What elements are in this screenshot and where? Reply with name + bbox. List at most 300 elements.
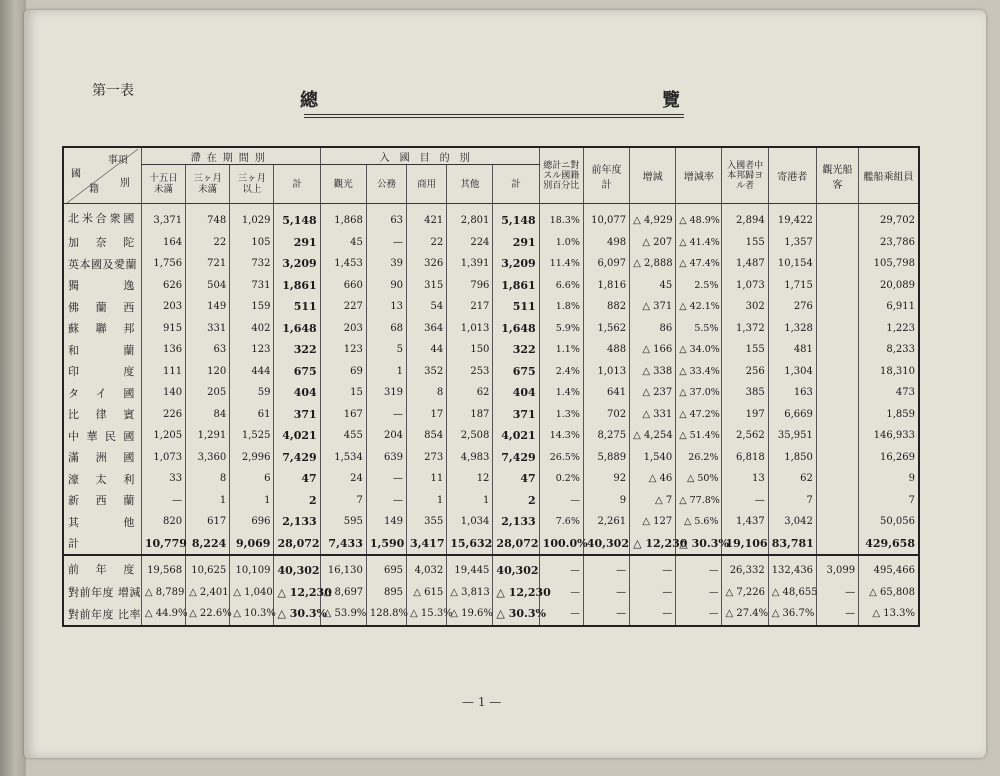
table-cell: 1,453 xyxy=(320,253,366,275)
table-cell: — xyxy=(583,603,629,626)
table-cell: 796 xyxy=(447,275,493,297)
table-cell: 1,756 xyxy=(141,253,185,275)
table-cell: 45 xyxy=(630,275,676,297)
table-cell: 164 xyxy=(141,232,185,254)
row-label: 新西蘭 xyxy=(63,490,141,512)
table-cell: 1,013 xyxy=(447,318,493,340)
table-cell: 63 xyxy=(366,204,406,232)
table-cell: △ 5.6% xyxy=(676,511,722,533)
header-entry-purpose: 入國目的別 xyxy=(320,147,539,165)
row-label: 中華民國 xyxy=(63,425,141,447)
table-cell: 364 xyxy=(407,318,447,340)
table-cell: 1,861 xyxy=(274,275,320,297)
header-under-15-days: 十五日未滿 xyxy=(141,165,185,204)
table-cell: △ 13.3% xyxy=(859,603,919,626)
table-cell: 2,508 xyxy=(447,425,493,447)
table-cell: 92 xyxy=(583,468,629,490)
table-cell: △ 22.6% xyxy=(186,603,230,626)
table-cell: — xyxy=(583,555,629,582)
table-cell: 54 xyxy=(407,296,447,318)
table-cell: 15 xyxy=(320,382,366,404)
table-cell: 731 xyxy=(230,275,274,297)
table-cell: 5,148 xyxy=(493,204,539,232)
table-cell: 355 xyxy=(407,511,447,533)
table-cell: 8 xyxy=(186,468,230,490)
table-cell: 9,069 xyxy=(230,533,274,556)
table-cell: 2 xyxy=(493,490,539,512)
table-cell xyxy=(816,468,858,490)
table-cell: △ 127 xyxy=(630,511,676,533)
table-cell: 617 xyxy=(186,511,230,533)
table-cell: 19,445 xyxy=(447,555,493,582)
row-label: タイ國 xyxy=(63,382,141,404)
table-cell: △ 41.4% xyxy=(676,232,722,254)
table-cell: — xyxy=(676,582,722,604)
table-cell: 187 xyxy=(447,404,493,426)
table-cell xyxy=(816,404,858,426)
table-cell: △ 12,230 xyxy=(274,582,320,604)
table-cell: 132,436 xyxy=(768,555,816,582)
table-cell: 4,983 xyxy=(447,447,493,469)
table-cell: △ 12,230 xyxy=(493,582,539,604)
table-cell: △ 34.0% xyxy=(676,339,722,361)
table-cell: 511 xyxy=(493,296,539,318)
header-tourism: 觀光 xyxy=(320,165,366,204)
table-cell: 273 xyxy=(407,447,447,469)
header-under-3-months: 三ヶ月未滿 xyxy=(186,165,230,204)
header-stay-period: 滯在期間別 xyxy=(141,147,320,165)
table-cell: 1 xyxy=(230,490,274,512)
table-cell: 695 xyxy=(366,555,406,582)
table-cell: 40,302 xyxy=(583,533,629,556)
table-cell: 146,933 xyxy=(859,425,919,447)
table-cell: 455 xyxy=(320,425,366,447)
table-cell: 1,223 xyxy=(859,318,919,340)
table-cell: 120 xyxy=(186,361,230,383)
table-cell: 111 xyxy=(141,361,185,383)
header-stay-total: 計 xyxy=(274,165,320,204)
table-cell xyxy=(816,296,858,318)
table-cell: — xyxy=(539,490,583,512)
table-cell: 8 xyxy=(407,382,447,404)
table-cell: 1,205 xyxy=(141,425,185,447)
table-cell: 17 xyxy=(407,404,447,426)
table-cell: △ 2,888 xyxy=(630,253,676,275)
table-cell: 385 xyxy=(722,382,768,404)
table-cell: 22 xyxy=(186,232,230,254)
corner-label-by: 別 xyxy=(119,177,130,189)
table-cell: 1 xyxy=(186,490,230,512)
table-cell: 26.2% xyxy=(676,447,722,469)
table-cell: — xyxy=(816,582,858,604)
table-cell: 203 xyxy=(320,318,366,340)
table-cell: 217 xyxy=(447,296,493,318)
table-cell xyxy=(816,275,858,297)
table-cell: 128.8% xyxy=(366,603,406,626)
table-cell xyxy=(816,339,858,361)
table-cell: 1 xyxy=(366,361,406,383)
table-cell: △ 7 xyxy=(630,490,676,512)
table-row xyxy=(63,275,919,297)
table-cell: 227 xyxy=(320,296,366,318)
row-label: 對前年度 增減 xyxy=(63,582,141,604)
table-cell: 123 xyxy=(230,339,274,361)
table-cell: 660 xyxy=(320,275,366,297)
table-cell: 204 xyxy=(366,425,406,447)
table-cell: 6,911 xyxy=(859,296,919,318)
table-cell: 7,429 xyxy=(493,447,539,469)
row-label: 其他 xyxy=(63,511,141,533)
table-cell: — xyxy=(676,555,722,582)
overview-table xyxy=(62,146,920,627)
table-cell: 1,562 xyxy=(583,318,629,340)
table-cell: 1.4% xyxy=(539,382,583,404)
table-cell: △ 3,813 xyxy=(447,582,493,604)
table-cell: △ 30.3% xyxy=(274,603,320,626)
table-cell: 29,702 xyxy=(859,204,919,232)
header-crew: 艦船乘組員 xyxy=(859,147,919,204)
table-cell: 40,302 xyxy=(493,555,539,582)
table-cell: 1,437 xyxy=(722,511,768,533)
table-cell: △ 2,401 xyxy=(186,582,230,604)
table-cell xyxy=(816,318,858,340)
table-cell: 291 xyxy=(274,232,320,254)
table-cell: 404 xyxy=(493,382,539,404)
table-cell: △ 47.4% xyxy=(676,253,722,275)
table-cell xyxy=(816,447,858,469)
table-cell: — xyxy=(630,555,676,582)
table-cell: △ 8,789 xyxy=(141,582,185,604)
table-cell: 1,357 xyxy=(768,232,816,254)
table-cell: 45 xyxy=(320,232,366,254)
table-cell: △ 30.3% xyxy=(493,603,539,626)
table-cell: 1,487 xyxy=(722,253,768,275)
table-cell: — xyxy=(539,555,583,582)
table-cell: 50,056 xyxy=(859,511,919,533)
table-cell: 595 xyxy=(320,511,366,533)
table-cell: 820 xyxy=(141,511,185,533)
table-cell: 203 xyxy=(141,296,185,318)
table-cell: △ 338 xyxy=(630,361,676,383)
table-row xyxy=(63,204,919,232)
table-cell: 404 xyxy=(274,382,320,404)
table-cell: 4,021 xyxy=(274,425,320,447)
table-cell: 1.0% xyxy=(539,232,583,254)
row-label: 滿洲國 xyxy=(63,447,141,469)
table-cell: 19,106 xyxy=(722,533,768,556)
table-cell: 39 xyxy=(366,253,406,275)
row-label: 加奈陀 xyxy=(63,232,141,254)
table-cell: △ 53.9% xyxy=(320,603,366,626)
table-cell: 4,032 xyxy=(407,555,447,582)
table-cell: 205 xyxy=(186,382,230,404)
table-cell: 11.4% xyxy=(539,253,583,275)
table-cell: — xyxy=(366,490,406,512)
row-label: 對前年度 比率 xyxy=(63,603,141,626)
table-cell: 14.3% xyxy=(539,425,583,447)
header-naturalized: 入國者中本邦歸ヨル者 xyxy=(722,147,768,204)
row-label: 蘇聯邦 xyxy=(63,318,141,340)
table-row xyxy=(63,361,919,383)
table-cell: 748 xyxy=(186,204,230,232)
table-cell: 16,269 xyxy=(859,447,919,469)
row-label: 前年度 xyxy=(63,555,141,582)
table-cell: △ 237 xyxy=(630,382,676,404)
row-label: 計 xyxy=(63,533,141,556)
table-cell: △ 30.3% xyxy=(676,533,722,556)
table-cell: 0.2% xyxy=(539,468,583,490)
table-cell: 3,371 xyxy=(141,204,185,232)
table-cell: 197 xyxy=(722,404,768,426)
table-cell xyxy=(816,490,858,512)
table-cell: 1,540 xyxy=(630,447,676,469)
table-cell: — xyxy=(676,603,722,626)
table-cell: 256 xyxy=(722,361,768,383)
table-cell: 331 xyxy=(186,318,230,340)
table-cell: 675 xyxy=(493,361,539,383)
table-cell: △ 42.1% xyxy=(676,296,722,318)
table-cell: 8,224 xyxy=(186,533,230,556)
table-cell: 1,590 xyxy=(366,533,406,556)
table-cell: 8,233 xyxy=(859,339,919,361)
table-cell: 62 xyxy=(768,468,816,490)
table-cell: 915 xyxy=(141,318,185,340)
table-cell: 6,669 xyxy=(768,404,816,426)
table-cell: 1,029 xyxy=(230,204,274,232)
table-cell: 402 xyxy=(230,318,274,340)
table-cell: 895 xyxy=(366,582,406,604)
table-cell: △ 33.4% xyxy=(676,361,722,383)
row-label: 和蘭 xyxy=(63,339,141,361)
row-label: 獨逸 xyxy=(63,275,141,297)
table-cell: 1,715 xyxy=(768,275,816,297)
table-cell: 481 xyxy=(768,339,816,361)
header-purpose-total: 計 xyxy=(493,165,539,204)
table-cell: 421 xyxy=(407,204,447,232)
table-cell: 5 xyxy=(366,339,406,361)
table-cell: — xyxy=(366,232,406,254)
table-cell: 2.4% xyxy=(539,361,583,383)
header-change-rate: 增減率 xyxy=(676,147,722,204)
table-cell: 226 xyxy=(141,404,185,426)
table-cell: △ 19.6% xyxy=(447,603,493,626)
table-row xyxy=(63,318,919,340)
book-spine xyxy=(0,0,26,776)
table-row xyxy=(63,382,919,404)
table-cell: 2,801 xyxy=(447,204,493,232)
table-cell: 6,097 xyxy=(583,253,629,275)
table-cell: — xyxy=(583,582,629,604)
table-cell: 15,632 xyxy=(447,533,493,556)
table-cell: 2.5% xyxy=(676,275,722,297)
table-cell: 302 xyxy=(722,296,768,318)
table-cell: 105 xyxy=(230,232,274,254)
table-cell: △ 65,808 xyxy=(859,582,919,604)
table-row xyxy=(63,339,919,361)
table-cell: 10,779 xyxy=(141,533,185,556)
table-cell: 61 xyxy=(230,404,274,426)
table-row xyxy=(63,425,919,447)
table-cell: 2,261 xyxy=(583,511,629,533)
table-cell: 495,466 xyxy=(859,555,919,582)
table-cell: 3,209 xyxy=(274,253,320,275)
table-cell: 7 xyxy=(859,490,919,512)
table-cell: 371 xyxy=(493,404,539,426)
table-cell: 6.6% xyxy=(539,275,583,297)
table-cell: 2,996 xyxy=(230,447,274,469)
table-cell: △ 44.9% xyxy=(141,603,185,626)
table-cell: 1,013 xyxy=(583,361,629,383)
table-cell: △ 46 xyxy=(630,468,676,490)
table-cell: 26.5% xyxy=(539,447,583,469)
table-cell: 40,302 xyxy=(274,555,320,582)
table-cell: △ 12,230 xyxy=(630,533,676,556)
header-prev-year: 前年度計 xyxy=(583,147,629,204)
corner-label-country: 國 xyxy=(71,168,81,180)
table-cell: 9 xyxy=(859,468,919,490)
table-cell: 7,433 xyxy=(320,533,366,556)
table-cell: 3,099 xyxy=(816,555,858,582)
table-cell: △ 331 xyxy=(630,404,676,426)
corner-diagonal xyxy=(67,149,138,203)
table-cell: — xyxy=(366,404,406,426)
table-cell: 1,534 xyxy=(320,447,366,469)
table-cell: 1,868 xyxy=(320,204,366,232)
header-over-3-months: 三ヶ月以上 xyxy=(230,165,274,204)
table-cell: △ 615 xyxy=(407,582,447,604)
table-cell: 511 xyxy=(274,296,320,318)
table-cell: 315 xyxy=(407,275,447,297)
table-cell: 352 xyxy=(407,361,447,383)
table-cell: 639 xyxy=(366,447,406,469)
header-official: 公務 xyxy=(366,165,406,204)
table-cell: 10,154 xyxy=(768,253,816,275)
row-label: 佛蘭西 xyxy=(63,296,141,318)
table-cell: 136 xyxy=(141,339,185,361)
table-cell: 1,372 xyxy=(722,318,768,340)
table-cell: 1,850 xyxy=(768,447,816,469)
table-cell: 149 xyxy=(186,296,230,318)
title-char: 總 xyxy=(300,90,318,111)
table-cell: — xyxy=(630,582,676,604)
table-cell: 19,422 xyxy=(768,204,816,232)
table-row xyxy=(63,404,919,426)
table-cell: 1.3% xyxy=(539,404,583,426)
table-cell: 22 xyxy=(407,232,447,254)
table-cell: 12 xyxy=(447,468,493,490)
table-cell: 641 xyxy=(583,382,629,404)
table-row xyxy=(63,511,919,533)
table-cell xyxy=(816,425,858,447)
corner-label-item: 事項 xyxy=(107,154,128,166)
table-cell: — xyxy=(539,603,583,626)
table-cell: 2,894 xyxy=(722,204,768,232)
table-cell: 105,798 xyxy=(859,253,919,275)
table-cell: 90 xyxy=(366,275,406,297)
table-cell: △ 36.7% xyxy=(768,603,816,626)
header-port-call: 寄港者 xyxy=(768,147,816,204)
table-cell: 498 xyxy=(583,232,629,254)
table-cell: △ 8,697 xyxy=(320,582,366,604)
table-cell: — xyxy=(539,582,583,604)
table-row xyxy=(63,490,919,512)
table-cell: 167 xyxy=(320,404,366,426)
table-cell: 1.1% xyxy=(539,339,583,361)
table-cell: 69 xyxy=(320,361,366,383)
table-cell: 47 xyxy=(274,468,320,490)
table-cell xyxy=(816,382,858,404)
table-cell: △ 47.2% xyxy=(676,404,722,426)
table-cell: 488 xyxy=(583,339,629,361)
table-cell: △ 48,655 xyxy=(768,582,816,604)
table-cell: 5.5% xyxy=(676,318,722,340)
table-cell: 371 xyxy=(274,404,320,426)
table-cell: 3,417 xyxy=(407,533,447,556)
table-cell xyxy=(816,533,858,556)
table-cell: 13 xyxy=(722,468,768,490)
title-char: 覽 xyxy=(662,90,680,111)
table-cell: △ 77.8% xyxy=(676,490,722,512)
row-label: 印度 xyxy=(63,361,141,383)
header-business: 商用 xyxy=(407,165,447,204)
table-cell: 626 xyxy=(141,275,185,297)
table-cell: 2 xyxy=(274,490,320,512)
table-cell: 322 xyxy=(274,339,320,361)
table-cell: 1 xyxy=(447,490,493,512)
table-row xyxy=(63,253,919,275)
table-row xyxy=(63,603,919,626)
table-cell: 28,072 xyxy=(493,533,539,556)
row-label: 英本國及愛蘭 xyxy=(63,253,141,275)
table-cell xyxy=(816,361,858,383)
table-cell: 1,859 xyxy=(859,404,919,426)
table-cell: 123 xyxy=(320,339,366,361)
table-cell: 11 xyxy=(407,468,447,490)
table-cell: 155 xyxy=(722,339,768,361)
table-cell: 6,818 xyxy=(722,447,768,469)
table-cell: 675 xyxy=(274,361,320,383)
table-cell: 1.8% xyxy=(539,296,583,318)
table-cell: 26,332 xyxy=(722,555,768,582)
table-cell: 1,391 xyxy=(447,253,493,275)
header-tourist-ship: 觀光船客 xyxy=(816,147,858,204)
table-cell: △ 51.4% xyxy=(676,425,722,447)
table-cell: 732 xyxy=(230,253,274,275)
table-cell: 47 xyxy=(493,468,539,490)
table-cell: 3,209 xyxy=(493,253,539,275)
table-cell: 1,291 xyxy=(186,425,230,447)
table-cell: 2,133 xyxy=(274,511,320,533)
table-cell: 20,089 xyxy=(859,275,919,297)
table-cell: 3,360 xyxy=(186,447,230,469)
table-cell: 4,021 xyxy=(493,425,539,447)
table-cell: 1,525 xyxy=(230,425,274,447)
table-cell: 86 xyxy=(630,318,676,340)
table-cell: 6 xyxy=(230,468,274,490)
table-cell: 1 xyxy=(407,490,447,512)
table-cell: 7 xyxy=(768,490,816,512)
table-cell: 1,304 xyxy=(768,361,816,383)
table-cell: 1,073 xyxy=(722,275,768,297)
table-cell: 882 xyxy=(583,296,629,318)
title-double-rule xyxy=(304,114,684,118)
table-cell: 16,130 xyxy=(320,555,366,582)
table-cell: 702 xyxy=(583,404,629,426)
table-cell: 1,861 xyxy=(493,275,539,297)
table-cell: 322 xyxy=(493,339,539,361)
table-cell: 10,109 xyxy=(230,555,274,582)
table-cell: 44 xyxy=(407,339,447,361)
